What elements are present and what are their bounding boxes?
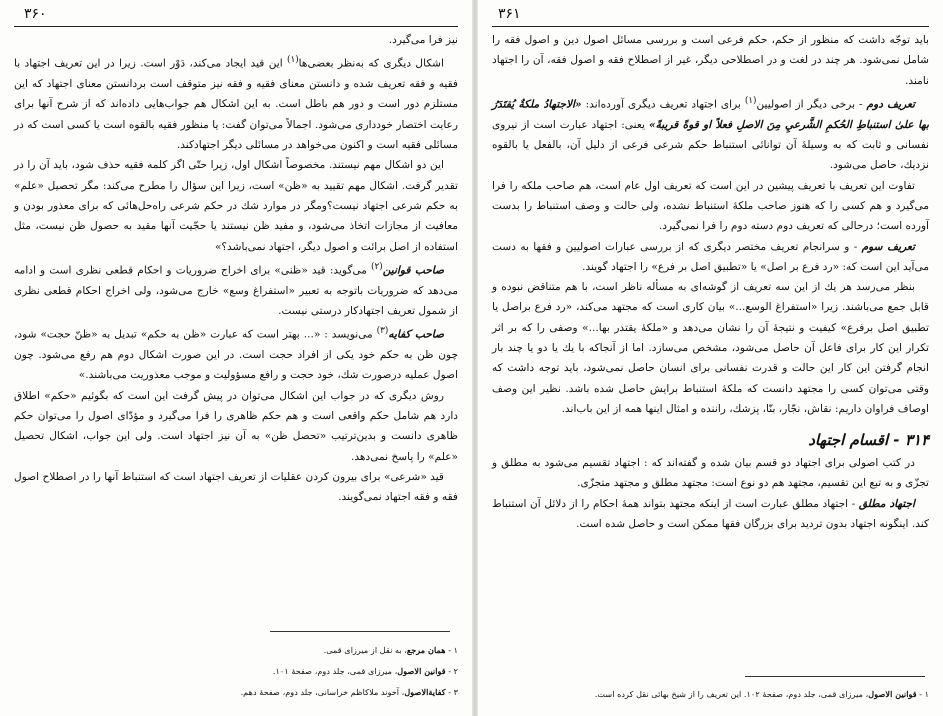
paragraph: صاحب قوانین$^{(۲)}$ می‌گوید: قید «ظنی» برای اخراج ضروریات و احکام قطعی نظری است و ادامه می‌دهد که ضروریات باتوجه به تعبیر «استفراغ وسع» خارج می‌شود، ولی اخراج احکام قطعی نظری از شمول تعریف اجتهادکار درستی نیست.: [14, 261, 458, 317]
section-title: ۳۱۴ - اقسام اجتهاد: [808, 431, 929, 450]
page-number-right: ۳۶۱: [498, 6, 521, 22]
paragraph: روش دیگری که در جواب این اشکال می‌توان در پیش گرفت این است که بگوئیم «حکم» اطلاق دارد هم شامل حکم واقعی است و هم حکم ظاهری را فرا می‌گیرد و مؤدّای اصول را می‌توان حکم ظاهری دانست و بدین‌ترتیب «تحصل ظن» به آن نیز اجتهاد است. ولی این جواب، اشکال تحصیل «علم» را پاسخ نمی‌دهد.: [14, 389, 458, 463]
right-page: [478, 0, 943, 716]
footnotes-right: [492, 684, 929, 705]
footnote: ۳ - کفایة‌الاصول، آخوند ملاکاظم خراسانی، جلد دوم، صفحهٔ دهم.: [240, 687, 458, 697]
paragraph: تعریف سوم - و سرانجام تعریف مختصر دیگری که از بررسی عبارات اصولیین و فقها به دست می‌آید این است که: «رد فرع بر اصل» یا «تطبیق اصل بر فرع» را اجتهاد گویند.: [492, 240, 929, 273]
footnote: ۱ - همان مرجع، به نقل از میرزای قمی.: [323, 645, 458, 655]
page-number-left: ۳۶۰: [24, 6, 47, 22]
right-page-body: [492, 30, 929, 534]
paragraph: قید «شرعی» برای بیرون کردن عقلیات از تعریف اجتهاد است که استنباط آنها را در اصطلاح اصول فقه و فقه اجتهاد نمی‌گویند.: [14, 470, 458, 504]
footnote-rule-left: [270, 631, 450, 632]
paragraph: صاحب کفایه$^{(۳)}$ می‌نویسد : «... بهتر است که عبارت «ظن به حکم» تبدیل به «ظنّ حجت» شود، چون ظن به حکم خود یکی از افراد حجت است. در این صورت اشکال دوم هم رفع می‌شود. چون اصول عملیه درصورت شك، خود حجت و رافع مسؤولیت و موجب معذوریت می‌باشند.»: [14, 326, 458, 382]
paragraph: تعریف دوم - برخی دیگر از اصولیین$^{(۱)}$ برای اجتهاد تعریف دیگری آورده‌اند: «الاجتهادُ ملكةٌ يُقتَدَرُ بها علىٰ استنباطِ الحُكمِ الشَّرعيِ مِنَ الاصلِ فعلاً او قوةً قريبةً» یعنی: اجتهاد عبارت است از نیروی نفسانی و ثابت که به وسیلهٔ آن توانائی استنباط حکم شرعی فرعی از دلیل آن، بالفعل یا بالقوه نزدیك، حاصل می‌شود.: [492, 95, 930, 172]
paragraph: بنظر می‌رسد هر یك از این سه تعریف از گوشه‌ای به مسأله ناظر است، با هم متناقض نبوده و قابل جمع می‌باشند. زیرا «استفراغ الوسع...» بیان کاری است که مجتهد می‌کند، «رد فرع براصل یا تطبیق اصل برفرع» کیفیت و نتیجهٔ آن را نشان می‌دهد و «ملکهٔ یقتدر بها...» وصفی را که بر اثر تکرار این کار برای فاعل آن حاصل می‌شود، مشخص می‌سازد. اما از آنجاکه با یك یا دو یا چند بار انجام گرفتن این کار این حالت و قدرت نفسانی برای انسان حاصل نمی‌شود، باید توجه داشت که وقتی می‌توان کسی را مجتهد دانست که ملکهٔ استنباط برایش حاصل شده باشد. نظیر این وصف اوصاف فراوان داریم: نقاش، نجّار، بنّا، پزشك، راننده و امثال اینها همه از این باب‌اند.: [492, 281, 929, 415]
paragraph: این دو اشکال مهم نیستند. مخصوصاً اشکال اول، زیرا حتّی اگر کلمه فقیه حذف شود، باید آن را در تقدیر گرفت. اشکال مهم تقیید به «ظن» است، زیرا این سؤال را مطرح می‌کند: مگر تحصیل «علم» به حکم شرعی اجتهاد نیست؟ومگر در موارد شك در حکم شرعی راه‌حل‌هائی که برای معذور بودن و معافیت از مجازات اتخاذ می‌شود، و مفید ظن نیستند یا حجّیت آنها مقید به حصول ظن نیست، مثل استفاده از اصل برائت و اصول دیگر، اجتهاد نمی‌باشد؟»: [14, 159, 458, 253]
paragraph: اجتهاد مطلق - اجتهاد مطلق عبارت است از اینکه مجتهد بتواند همهٔ احکام را از دلائل آن استنباط کند. اینگونه اجتهاد بدون تردید برای بزرگان فقها ممکن است و حاصل شده است.: [492, 497, 929, 531]
paragraph: در کتب اصولی برای اجتهاد دو قسم بیان شده و گفته‌اند که : اجتهاد تقسیم می‌شود به مطلق و تجزّی و به تبع این تقسیم، مجتهد هم دو نوع است: مجتهد مطلق و مجتهد متجزّی.: [492, 457, 929, 490]
header-rule-left: [14, 26, 458, 27]
left-page-body: [14, 30, 458, 507]
footnote-rule-right: [745, 676, 925, 677]
paragraph: اشکال دیگری که به‌نظر بعضی‌ها$^{(۱)}$ این قید ایجاد می‌کند، دَوْر است. زیرا در این تعریف اجتهاد با فقیه و فقه تعریف شده و دانستن معنای فقیه و فقه نیز متوقف است بردانستن معنای اجتهاد که این مستلزم دور است و دور هم باطل است. به این اشکال هم جواب‌هایی داده‌اند که از شرح آنها برای رعایت اختصار خودداری می‌شود. اجمالاً می‌توان گفت: یا منظور فقیه بالقوه است یا کسی است که در مسائلی فقیه است و اکنون می‌خواهد در مسائلی دیگر اجتهادکند.: [14, 55, 458, 152]
footnote: ۲ - قوانین الاصول، میرزای قمی، جلد دوم، صفحهٔ ۱۰۱.: [272, 666, 458, 676]
right-paragraphs-after: [492, 453, 929, 534]
right-paragraphs-before: [492, 30, 929, 419]
footnotes-left: [14, 640, 458, 703]
header-rule-right: [492, 26, 929, 27]
paragraph: باید توجّه داشت که منظور از حکم، حکم فرعی است و بررسی مسائل اصول دین و اصول فقه را شامل نمی‌شود. هر چند در لغت و در اصطلاحی دیگر، غیر از اصطلاح فقه و اصول فقه، آن را اجتهاد نامند.: [492, 34, 929, 87]
footnote: ۱ - قوانین الاصول، میرزای قمی، جلد دوم، صفحهٔ ۱۰۲. این تعریف را از شیخ بهائی نقل کرده است.: [594, 689, 929, 699]
paragraph: تفاوت این تعریف با تعریف پیشین در این است که تعریف اول عام است، هم صاحب ملکه را فرا می‌گیرد و هم کسی را که هنوز صاحب ملکهٔ استنباط نشده، ولی حالت و وصف استنباط را بدست آورده است؛ درحالی که تعریف دوم دسته دوم را فرا نمی‌گیرد.: [492, 179, 929, 233]
paragraph: نیز فرا می‌گیرد.: [388, 34, 458, 46]
